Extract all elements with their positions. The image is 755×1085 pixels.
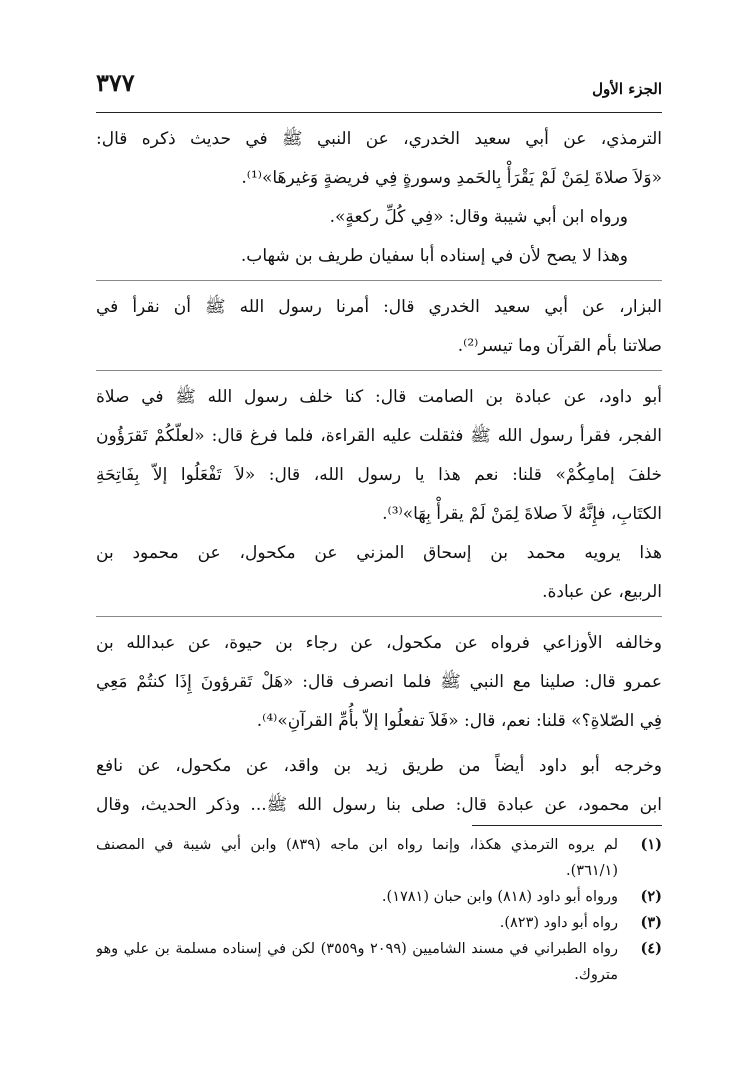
chapter-title: الجزء الأول	[592, 80, 662, 98]
footnote-number: (١)	[640, 836, 662, 853]
text-line: خلفَ إمامِكُمْ» قلنا: نعم هذا يا رسول الله، قال: «لاَ تَفْعَلُوا إلاّ بِفَاتِحَةِ	[96, 465, 662, 485]
text-line: الكتَابِ، فإِنَّهُ لاَ صلاةَ لِمَنْ لَمْ يقرأْ بِهَا»⁽³⁾.	[382, 504, 662, 524]
page-number: ٣٧٧	[96, 68, 135, 97]
footnote-line: متروك.	[574, 967, 618, 983]
text-line: ابن محمود، عن عبادة قال: صلى بنا رسول الله ﷺ... وذكر الحديث، وقال	[96, 795, 662, 815]
paragraph	[96, 198, 662, 237]
text-line: وخالفه الأوزاعي فرواه عن مكحول، عن رجاء بن حيوة، عن عبدالله بن	[96, 633, 662, 653]
text-line: ورواه ابن أبي شيبة وقال: «فِي كُلِّ ركعةٍ».	[329, 207, 628, 227]
paragraph	[96, 624, 662, 741]
text-line: فِي الصّلاةِ؟» قلنا: نعم، قال: «فَلاَ تفعلُوا إلاّ بأُمِّ القرآنِ»⁽⁴⁾.	[256, 711, 662, 731]
text-line: أبو داود، عن عبادة بن الصامت قال: كنا خلف رسول الله ﷺ في صلاة	[96, 387, 662, 407]
text-line: عمرو قال: صلينا مع النبي ﷺ فلما انصرف قال: «هَلْ تَقرؤونَ إِذَا كنتُمْ مَعِي	[96, 672, 662, 692]
footnotes	[96, 832, 662, 988]
section-divider	[96, 616, 662, 618]
footnote-line: لم يروه الترمذي هكذا، وإنما رواه ابن ماجه (٨٣٩) وابن أبي شيبة في المصنف	[96, 837, 618, 853]
footnote-line: رواه أبو داود (٨٢٣).	[499, 915, 618, 931]
text-line: وخرجه أبو داود أيضاً من طريق زيد بن واقد، عن مكحول، عن نافع	[96, 756, 662, 776]
footnote-divider	[472, 825, 662, 826]
page-header	[96, 68, 662, 108]
section-divider	[96, 280, 662, 282]
main-text	[96, 120, 662, 825]
text-line: البزار، عن أبي سعيد الخدري قال: أمرنا رسول الله ﷺ أن نقرأ في	[96, 297, 662, 317]
text-line: الفجر، فقرأ رسول الله ﷺ فثقلت عليه القراءة، فلما فرغ قال: «لعلّكُمْ تَقرَؤُون	[96, 426, 662, 446]
footnote	[96, 936, 662, 988]
footnote	[96, 832, 662, 884]
paragraph	[96, 747, 662, 825]
paragraph	[96, 534, 662, 612]
text-line: وهذا لا يصح لأن في إسناده أبا سفيان طريف بن شهاب.	[240, 246, 628, 266]
footnote-number: (٢)	[640, 888, 662, 905]
footnote-number: (٣)	[640, 914, 662, 931]
footnote-number: (٤)	[640, 940, 662, 957]
footnote-line: ورواه أبو داود (٨١٨) وابن حبان (١٧٨١).	[381, 889, 618, 905]
paragraph	[96, 120, 662, 198]
paragraph	[96, 237, 662, 276]
text-line: هذا يرويه محمد بن إسحاق المزني عن مكحول، عن محمود بن	[96, 543, 662, 563]
paragraph	[96, 288, 662, 366]
footnote-line: (٣٦١/١).	[566, 863, 618, 879]
text-line: صلاتنا بأم القرآن وما تيسر⁽²⁾.	[457, 336, 662, 356]
footnote-line: رواه الطبراني في مسند الشاميين (٢٠٩٩ و٣٥٥٩) لكن في إسناده مسلمة بن علي وهو	[96, 941, 618, 957]
text-line: الربيع، عن عبادة.	[542, 582, 662, 602]
text-line: الترمذي، عن أبي سعيد الخدري، عن النبي ﷺ في حديث ذكره قال:	[96, 129, 662, 149]
section-divider	[96, 370, 662, 372]
footnote	[96, 884, 662, 910]
header-divider	[96, 112, 662, 113]
footnote	[96, 910, 662, 936]
paragraph	[96, 378, 662, 534]
text-line: «وَلاَ صلاةَ لِمَنْ لَمْ يَقْرَأْ بِالحَمدِ وسورةٍ فِي فريضةٍ وَغيرهَا»⁽¹⁾.	[241, 168, 662, 188]
